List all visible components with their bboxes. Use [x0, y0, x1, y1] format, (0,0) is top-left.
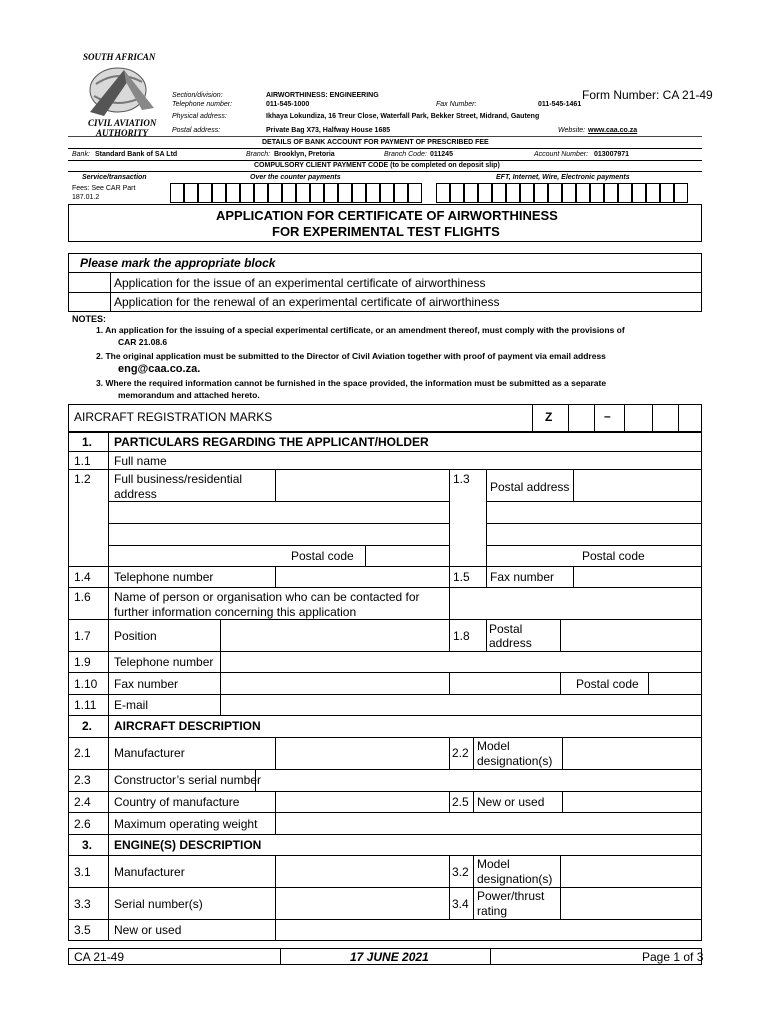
r15-label: Fax number: [490, 570, 555, 584]
r18-label-2: address: [489, 636, 532, 650]
r19-label: Telephone number: [114, 655, 214, 669]
notes-heading: NOTES:: [72, 314, 107, 324]
r17-number: 1.7: [74, 629, 91, 643]
bank-value: Standard Bank of SA Ltd: [95, 151, 178, 158]
branch-label: Branch:: [246, 151, 271, 158]
r17-label: Position: [114, 629, 157, 643]
aircraft-globe-emblem: [84, 64, 156, 120]
contact-telephone-field[interactable]: [221, 652, 448, 671]
position-field[interactable]: [221, 620, 448, 650]
form-number: Form Number: CA 21-49: [582, 88, 713, 102]
r13-postal-code-label: Postal code: [582, 549, 645, 563]
registration-z: Z: [545, 410, 553, 424]
r13-number: 1.3: [453, 472, 470, 486]
s3-number: 3.: [82, 838, 93, 852]
full-name-field[interactable]: [276, 452, 701, 468]
r35-number: 3.5: [74, 923, 91, 937]
r23-number: 2.3: [74, 773, 91, 787]
r34-number: 3.4: [452, 897, 469, 911]
registration-label: AIRCRAFT REGISTRATION MARKS: [74, 410, 273, 424]
issue-checkbox[interactable]: [69, 273, 110, 292]
r111-label: E-mail: [114, 698, 149, 712]
note-3a: 3. Where the required information cannot be furnished in the space provided, the information must be submitted as a separate: [96, 378, 607, 388]
registration-dash: –: [604, 409, 611, 423]
r16-number: 1.6: [74, 590, 91, 604]
contact-fax-field[interactable]: [221, 673, 448, 693]
contact-postal-line-2[interactable]: [450, 673, 559, 693]
r110-number: 1.10: [74, 677, 98, 691]
aircraft-model-field[interactable]: [563, 738, 701, 768]
r12-label-1: Full business/residential: [114, 472, 243, 486]
r22-label-1: Model: [477, 739, 510, 753]
logo-org-top: SOUTH AFRICAN: [83, 52, 156, 62]
form-title-line2: FOR EXPERIMENTAL TEST FLIGHTS: [272, 224, 500, 239]
r15-number: 1.5: [453, 570, 470, 584]
r23-label: Constructor’s serial number: [114, 773, 261, 787]
r32-label-1: Model: [477, 857, 510, 871]
r12-number: 1.2: [74, 472, 91, 486]
option-renewal: Application for the renewal of an experimental certificate of airworthiness: [114, 295, 500, 309]
r25-number: 2.5: [452, 795, 469, 809]
business-address-line-3[interactable]: [109, 524, 448, 544]
fees-line-1: Fees: See CAR Part: [72, 185, 136, 192]
bank-label: Bank:: [72, 151, 90, 158]
phone-label: Telephone number:: [172, 101, 233, 108]
r16-label-2: further information concerning this application: [114, 605, 357, 619]
serial-number-field[interactable]: [256, 770, 701, 790]
r18-number: 1.8: [453, 629, 470, 643]
s2-title: AIRCRAFT DESCRIPTION: [114, 719, 261, 733]
postal-address-field[interactable]: [574, 470, 701, 500]
s2-number: 2.: [82, 719, 93, 733]
r110-label: Fax number: [114, 677, 179, 691]
r14-label: Telephone number: [114, 570, 214, 584]
s1-number: 1.: [82, 435, 93, 449]
r13-postal-code-field[interactable]: [646, 546, 701, 565]
engine-new-used-field[interactable]: [276, 920, 701, 940]
r11-label: Full name: [114, 454, 167, 468]
r32-label-2: designation(s): [477, 872, 553, 886]
postal-value: Private Bag X73, Halfway House 1685: [266, 127, 391, 134]
engine-serial-field[interactable]: [276, 888, 448, 918]
r13-label: Postal address: [490, 480, 570, 494]
r32-number: 3.2: [452, 865, 469, 879]
s1-title: PARTICULARS REGARDING THE APPLICANT/HOLDER: [114, 435, 429, 449]
r25-label: New or used: [477, 795, 545, 809]
fees-line-2: 187.01.2: [72, 194, 100, 201]
contact-postal-address-field[interactable]: [561, 620, 701, 650]
r31-number: 3.1: [74, 865, 91, 879]
country-field[interactable]: [276, 792, 448, 811]
branch-code-value: 011245: [430, 151, 453, 158]
engine-manufacturer-field[interactable]: [276, 856, 448, 886]
footer-date: 17 JUNE 2021: [350, 950, 429, 964]
business-address-field[interactable]: [276, 470, 448, 500]
r18-postal-code-label: Postal code: [576, 677, 639, 691]
r22-label-2: designation(s): [477, 754, 553, 768]
account-value: 013007971: [594, 151, 630, 158]
r111-number: 1.11: [74, 698, 97, 712]
r19-number: 1.9: [74, 655, 91, 669]
business-address-line-2[interactable]: [109, 502, 448, 522]
r12-postal-code-field[interactable]: [366, 546, 448, 565]
note-2a: 2. The original application must be submitted to the Director of Civil Aviation together with proof of payment via email address: [96, 351, 606, 361]
website-label: Website:: [558, 127, 586, 134]
eft-payments-label: EFT, Internet, Wire, Electronic payments: [496, 174, 630, 181]
r12-label-2: address: [114, 487, 157, 501]
fax-field[interactable]: [574, 567, 701, 586]
section-label: Section/division:: [172, 92, 223, 99]
note-1b: CAR 21.08.6: [118, 337, 168, 347]
mark-heading: Please mark the appropriate block: [80, 256, 276, 270]
note-2-email[interactable]: eng@caa.co.za.: [118, 363, 201, 375]
counter-payments-label: Over the counter payments: [250, 174, 341, 181]
account-label: Account Number:: [534, 151, 589, 158]
power-thrust-field[interactable]: [561, 888, 701, 918]
physical-label: Physical address:: [172, 113, 227, 120]
branch-value: Brooklyn, Pretoria: [274, 151, 335, 158]
r18-label-1: Postal: [489, 622, 523, 636]
max-weight-field[interactable]: [276, 813, 701, 833]
note-3b: memorandum and attached hereto.: [118, 390, 260, 400]
engine-model-field[interactable]: [561, 856, 701, 886]
compulsory-code-title: COMPULSORY CLIENT PAYMENT CODE (to be completed on deposit slip): [254, 162, 500, 169]
r14-number: 1.4: [74, 570, 91, 584]
registration-field[interactable]: [569, 405, 701, 431]
postal-address-line-2[interactable]: [487, 502, 701, 522]
option-issue: Application for the issue of an experimental certificate of airworthiness: [114, 276, 486, 290]
footer-form-number: CA 21-49: [74, 950, 125, 964]
branch-code-label: Branch Code:: [384, 151, 427, 158]
footer-page: Page 1 of 3: [642, 950, 704, 964]
r26-number: 2.6: [74, 817, 91, 831]
contact-postal-code-field[interactable]: [649, 673, 701, 693]
note-1a: 1. An application for the issuing of a special experimental certificate, or an amendment thereof, must comply with the provisions of: [96, 325, 625, 335]
phone-value: 011-545-1000: [266, 101, 310, 108]
form-title-line1: APPLICATION FOR CERTIFICATE OF AIRWORTHINESS: [216, 208, 558, 223]
r21-label: Manufacturer: [114, 746, 185, 760]
r33-label: Serial number(s): [114, 897, 203, 911]
r31-label: Manufacturer: [114, 865, 185, 879]
r24-label: Country of manufacture: [114, 795, 240, 809]
r33-number: 3.3: [74, 897, 91, 911]
logo-org-bottom-2: AUTHORITY: [96, 128, 149, 138]
section-value: AIRWORTHINESS: ENGINEERING: [266, 92, 379, 99]
r11-number: 1.1: [74, 454, 91, 468]
s3-title: ENGINE(S) DESCRIPTION: [114, 838, 262, 852]
aircraft-new-used-field[interactable]: [563, 792, 701, 811]
service-transaction-label: Service/transaction: [82, 174, 147, 181]
postal-address-line-3[interactable]: [487, 524, 701, 544]
aircraft-manufacturer-field[interactable]: [276, 738, 448, 768]
r34-label-2: rating: [477, 904, 508, 918]
r21-number: 2.1: [74, 746, 91, 760]
email-field[interactable]: [221, 695, 448, 714]
fax-value: 011-545-1461: [538, 101, 582, 108]
postal-label: Postal address:: [172, 127, 221, 134]
renewal-checkbox[interactable]: [69, 293, 110, 312]
r16-label-1: Name of person or organisation who can be contacted for: [114, 590, 420, 604]
telephone-field[interactable]: [276, 567, 448, 586]
r22-number: 2.2: [452, 746, 469, 760]
contact-person-field[interactable]: [450, 588, 701, 618]
r24-number: 2.4: [74, 795, 91, 809]
r34-label-1: Power/thrust: [477, 889, 545, 903]
physical-value: Ikhaya Lokundiza, 16 Treur Close, Waterfall Park, Bekker Street, Midrand, Gauteng: [266, 113, 540, 120]
r12-postal-code-label: Postal code: [291, 549, 354, 563]
website-link[interactable]: www.caa.co.za: [588, 127, 638, 134]
r35-label: New or used: [114, 923, 182, 937]
bank-title: DETAILS OF BANK ACCOUNT FOR PAYMENT OF PRESCRIBED FEE: [262, 139, 489, 146]
logo-org-bottom-1: CIVIL AVIATION: [88, 118, 157, 128]
fax-label: Fax Number:: [436, 101, 477, 108]
r26-label: Maximum operating weight: [114, 817, 258, 831]
